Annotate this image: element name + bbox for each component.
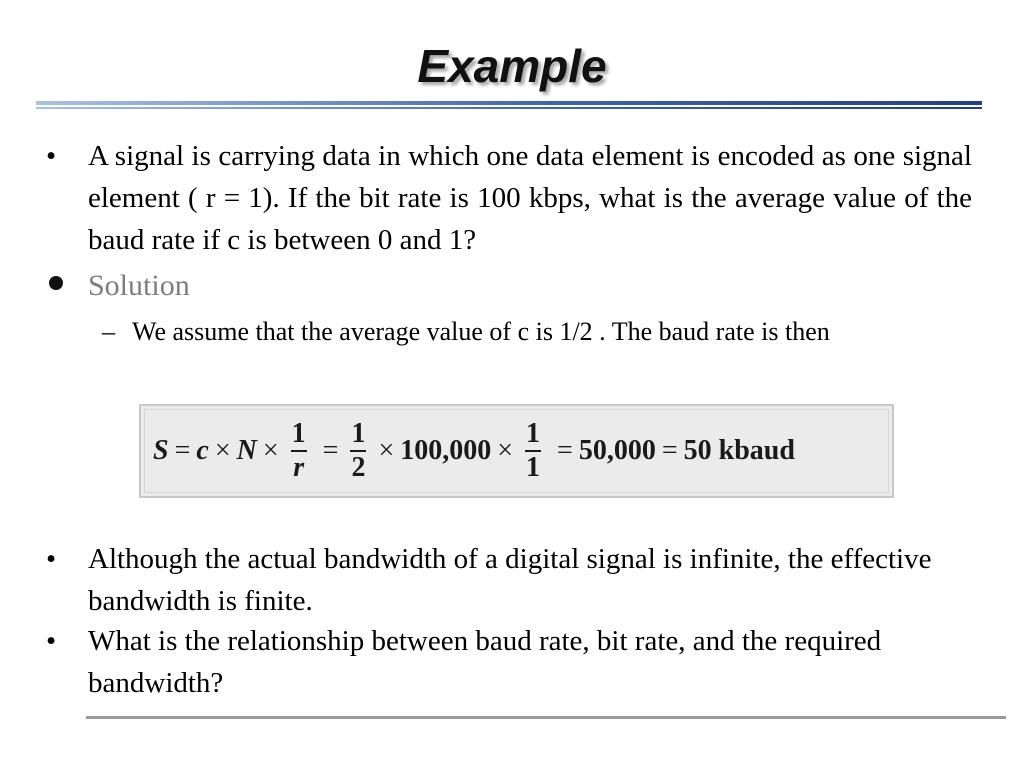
formula-s: S [153,435,169,466]
formula-result-number: 50,000 [578,435,656,466]
formula-equals: = [557,435,573,466]
formula-equals: = [174,435,191,466]
fraction-denominator: 2 [351,452,366,483]
question-bullet [46,135,972,261]
fraction-numerator: 1 [351,418,366,449]
bandwidth-text: Although the actual bandwidth of a digital signal is infinite, the effective bandwidth is finite. [88,543,932,617]
fraction-1-over-r [291,420,307,482]
formula-box [139,404,894,498]
bullet-dot: • [46,543,57,575]
title-underline [36,101,982,110]
solution-label: Solution [88,269,190,302]
bandwidth-bullet [46,538,972,622]
solution-bullet-icon [49,276,63,290]
formula-times: × [214,435,231,466]
formula-bit-rate-value: 100,000 [400,435,492,466]
bullet-dot: • [46,140,57,172]
formula-times: × [497,435,514,466]
formula-times: × [378,435,395,466]
fraction-numerator: 1 [291,418,306,449]
fraction-numerator: 1 [526,418,541,449]
formula-equals: = [661,435,678,466]
footer-divider [86,716,1006,719]
fraction-denominator: 1 [526,452,541,483]
solution-subitem [102,313,932,351]
formula-equals: = [322,435,339,466]
sub-text: We assume that the average value of c is 1/2 . The baud rate is then [132,317,830,346]
question-text: A signal is carrying data in which one data element is encoded as one signal element ( r = 1). If the bit rate is 100 kbps, what is the average value of the baud rate if c is between 0 and 1? [88,140,972,256]
sub-dash: – [102,317,115,346]
title-underline-thick [36,101,982,105]
formula-times: × [262,435,279,466]
formula-n: N [236,435,257,466]
fraction-denominator: r [293,452,305,483]
relationship-text: What is the relationship between baud rate, bit rate, and the required bandwidth? [88,625,882,699]
baud-rate-formula [153,420,795,482]
fraction-1-over-2 [350,420,366,482]
bullet-dot: • [46,625,57,657]
fraction-1-over-1 [525,420,541,482]
formula-result-kbaud: 50 kbaud [683,435,795,466]
title-underline-thin [36,107,982,109]
relationship-bullet [46,620,972,704]
formula-c: c [196,435,209,466]
slide-title: Example [417,40,607,92]
